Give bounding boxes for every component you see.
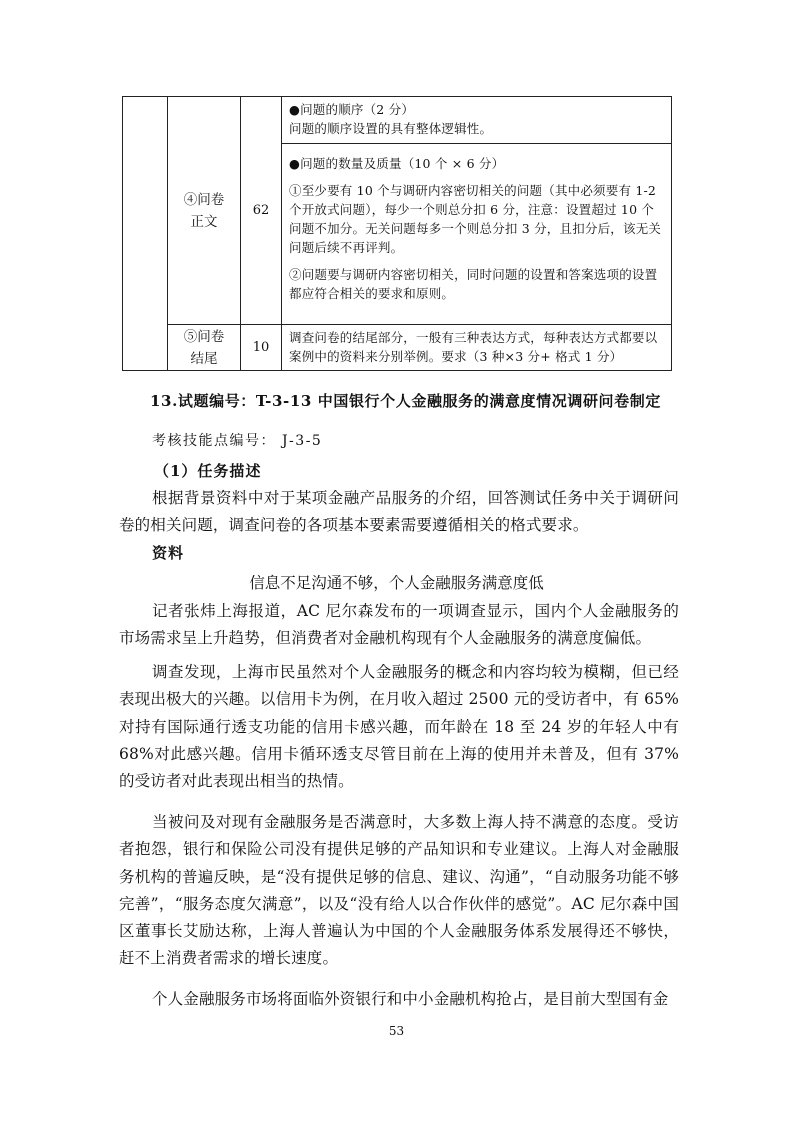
order-text: 问题的顺序设置的具有整体逻辑性。 bbox=[289, 121, 493, 136]
scoring-table bbox=[122, 96, 672, 371]
paragraph-text: 个人金融服务市场将面临外资银行和中小金融机构抢占，是目前大型国有金 bbox=[152, 990, 669, 1008]
paragraph bbox=[119, 598, 679, 653]
section-score-body: 62 bbox=[241, 97, 282, 325]
skill-point: 考核技能点编号： J-3-5 bbox=[152, 433, 323, 449]
section-label-body: ④问卷 正文 bbox=[168, 97, 241, 325]
paragraph bbox=[119, 809, 679, 973]
quantity-rule-2: ②问题要与调研内容密切相关，同时问题的设置和答案选项的设置都应符合相关的要求和原则。 bbox=[289, 267, 658, 301]
material-label: 资料 bbox=[152, 544, 185, 562]
criteria-quantity bbox=[282, 144, 672, 325]
criteria-ending bbox=[282, 325, 672, 371]
paragraph-text: 调查发现，上海市民虽然对个人金融服务的概念和内容均较为模糊，但已经表现出极大的兴趣。以信用卡为例，在月收入超过 2500 元的受访者中，有 65%对持有国际通行透支功能的信用卡感兴趣，而年龄在 18 至 24 岁的年轻人中有 68%对此感兴趣。信用卡循环透支尽管目前在上海的使用并未普及，但有 37%的受访者对此表现出相当的热情。 bbox=[119, 663, 679, 791]
table-row bbox=[123, 325, 672, 371]
section-score-end: 10 bbox=[241, 325, 282, 371]
task-heading: （1）任务描述 bbox=[154, 462, 262, 480]
paragraph bbox=[119, 986, 679, 1013]
task-text: 根据背景资料中对于某项金融产品服务的介绍，回答测试任务中关于调研问卷的相关问题，调查问卷的各项基本要素需要遵循相关的格式要求。 bbox=[119, 489, 679, 535]
paragraph-text: 当被问及对现有金融服务是否满意时，大多数上海人持不满意的态度。受访者抱怨，银行和保险公司没有提供足够的产品知识和专业建议。上海人对金融服务机构的普遍反映，是“没有提供足够的信息、建议、沟通”，“自动服务功能不够完善”，“服务态度欠满意”，以及“没有给人以合作伙伴的感觉”。AC 尼尔森中国区董事长艾励达称，上海人普遍认为中国的个人金融服务体系发展得还不够快，赶不上消费者需求的增长速度。 bbox=[119, 813, 679, 968]
task-description bbox=[119, 485, 679, 540]
section-label-end: ⑤问卷 结尾 bbox=[168, 325, 241, 371]
paragraph bbox=[119, 659, 679, 795]
page-number: 53 bbox=[388, 1024, 405, 1038]
order-title: ●问题的顺序（2 分） bbox=[289, 102, 415, 117]
quantity-rule-1: ①至少要有 10 个与调研内容密切相关的问题（其中必须要有 1-2 个开放式问题），每少一个则总分扣 6 分，注意：设置超过 10 个问题不加分。无关问题每多一个则总分扣 3 分，且扣分后，该无关问题后续不再评判。 bbox=[289, 183, 662, 255]
quantity-title: ●问题的数量及质量（10 个 × 6 分） bbox=[289, 156, 505, 171]
ending-text: 调查问卷的结尾部分，一般有三种表达方式，每种表达方式都要以案例中的资料来分别举例。要求（3 种×3 分+ 格式 1 分） bbox=[289, 330, 658, 364]
article-title: 信息不足沟通不够，个人金融服务满意度低 bbox=[249, 574, 544, 592]
paragraph-text: 记者张炜上海报道，AC 尼尔森发布的一项调查显示，国内个人金融服务的市场需求呈上升趋势，但消费者对金融机构现有个人金融服务的满意度偏低。 bbox=[119, 602, 679, 648]
criteria-order bbox=[282, 97, 672, 144]
table-row bbox=[123, 97, 672, 144]
table-cell-blank bbox=[123, 97, 168, 371]
question-heading: 13.试题编号：T-3-13 中国银行个人金融服务的满意度情况调研问卷制定 bbox=[150, 392, 661, 410]
